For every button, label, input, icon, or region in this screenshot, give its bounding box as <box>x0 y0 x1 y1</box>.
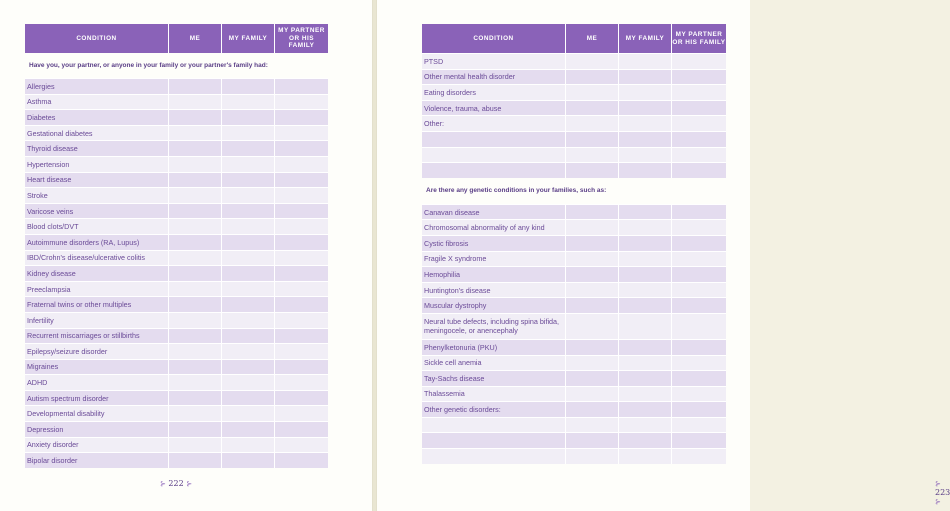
partner-checkbox-cell[interactable] <box>671 53 726 69</box>
my-family-checkbox-cell[interactable] <box>221 94 274 110</box>
partner-checkbox-cell[interactable] <box>274 187 328 203</box>
me-checkbox-cell[interactable] <box>565 115 618 131</box>
me-checkbox-cell[interactable] <box>168 234 221 250</box>
table-row <box>25 312 328 328</box>
me-checkbox-cell[interactable] <box>565 401 618 417</box>
my-family-checkbox-cell[interactable] <box>221 78 274 94</box>
my-family-checkbox-cell[interactable] <box>618 339 671 355</box>
condition-label <box>422 162 565 178</box>
me-checkbox-cell[interactable] <box>168 250 221 266</box>
my-family-checkbox-cell[interactable] <box>221 405 274 421</box>
my-family-checkbox-cell[interactable] <box>618 401 671 417</box>
my-family-checkbox-cell[interactable] <box>618 147 671 163</box>
me-checkbox-cell[interactable] <box>565 235 618 251</box>
me-checkbox-cell[interactable] <box>168 218 221 234</box>
me-checkbox-cell[interactable] <box>565 219 618 235</box>
me-checkbox-cell[interactable] <box>168 421 221 437</box>
me-checkbox-cell[interactable] <box>168 437 221 453</box>
my-family-checkbox-cell[interactable] <box>221 359 274 375</box>
my-family-checkbox-cell[interactable] <box>221 312 274 328</box>
my-family-checkbox-cell[interactable] <box>618 355 671 371</box>
partner-checkbox-cell[interactable] <box>274 125 328 141</box>
condition-label: Violence, trauma, abuse <box>422 100 565 116</box>
ornament-icon: ⊱ <box>935 480 941 488</box>
partner-checkbox-cell[interactable] <box>274 140 328 156</box>
partner-checkbox-cell[interactable] <box>274 328 328 344</box>
history-question: Have you, your partner, or anyone in your family or your partner's family had: <box>25 53 328 78</box>
table-row <box>25 187 328 203</box>
left-page <box>0 0 373 511</box>
partner-checkbox-cell[interactable] <box>274 281 328 297</box>
my-family-checkbox-cell[interactable] <box>618 432 671 448</box>
condition-label: Gestational diabetes <box>25 125 168 141</box>
me-checkbox-cell[interactable] <box>565 266 618 282</box>
condition-label: Other genetic disorders: <box>422 401 565 417</box>
my-family-checkbox-cell[interactable] <box>221 421 274 437</box>
me-checkbox-cell[interactable] <box>565 370 618 386</box>
my-family-checkbox-cell[interactable] <box>221 390 274 406</box>
header-condition: CONDITION <box>422 24 565 53</box>
table-row <box>422 417 726 433</box>
me-checkbox-cell[interactable] <box>168 328 221 344</box>
condition-label: Bipolar disorder <box>25 452 168 468</box>
my-family-checkbox-cell[interactable] <box>221 437 274 453</box>
me-checkbox-cell[interactable] <box>565 204 618 220</box>
me-checkbox-cell[interactable] <box>168 265 221 281</box>
me-checkbox-cell[interactable] <box>168 156 221 172</box>
partner-checkbox-cell[interactable] <box>274 452 328 468</box>
my-family-checkbox-cell[interactable] <box>221 218 274 234</box>
partner-checkbox-cell[interactable] <box>274 78 328 94</box>
table-row <box>25 281 328 297</box>
ornament-icon: ⊱ <box>160 480 166 488</box>
me-checkbox-cell[interactable] <box>565 297 618 313</box>
me-checkbox-cell[interactable] <box>565 313 618 339</box>
table-row <box>25 94 328 110</box>
condition-label: Epilepsy/seizure disorder <box>25 343 168 359</box>
table-row <box>422 251 726 267</box>
partner-checkbox-cell[interactable] <box>671 204 726 220</box>
table-row <box>25 343 328 359</box>
partner-checkbox-cell[interactable] <box>274 296 328 312</box>
condition-label <box>422 147 565 163</box>
table-row <box>25 265 328 281</box>
my-family-checkbox-cell[interactable] <box>618 313 671 339</box>
my-family-checkbox-cell[interactable] <box>221 172 274 188</box>
condition-label: Kidney disease <box>25 265 168 281</box>
my-family-checkbox-cell[interactable] <box>618 219 671 235</box>
table-row <box>422 162 726 178</box>
table-row <box>422 282 726 298</box>
my-family-checkbox-cell[interactable] <box>618 53 671 69</box>
table-row <box>25 218 328 234</box>
partner-checkbox-cell[interactable] <box>671 115 726 131</box>
condition-label <box>422 417 565 433</box>
table-row <box>25 437 328 453</box>
table-row <box>422 401 726 417</box>
my-family-checkbox-cell[interactable] <box>221 452 274 468</box>
ornament-icon: ⊱ <box>935 498 941 506</box>
right-history-table <box>422 24 726 464</box>
partner-checkbox-cell[interactable] <box>274 250 328 266</box>
partner-checkbox-cell[interactable] <box>274 390 328 406</box>
my-family-checkbox-cell[interactable] <box>221 187 274 203</box>
me-checkbox-cell[interactable] <box>565 432 618 448</box>
me-checkbox-cell[interactable] <box>168 312 221 328</box>
partner-checkbox-cell[interactable] <box>274 343 328 359</box>
table-row <box>25 250 328 266</box>
me-checkbox-cell[interactable] <box>565 131 618 147</box>
my-family-checkbox-cell[interactable] <box>618 417 671 433</box>
me-checkbox-cell[interactable] <box>565 69 618 85</box>
condition-label: Thalassemia <box>422 386 565 402</box>
partner-checkbox-cell[interactable] <box>274 405 328 421</box>
my-family-checkbox-cell[interactable] <box>618 131 671 147</box>
partner-checkbox-cell[interactable] <box>671 448 726 464</box>
condition-label: Heart disease <box>25 172 168 188</box>
me-checkbox-cell[interactable] <box>168 374 221 390</box>
condition-label: Phenylketonuria (PKU) <box>422 339 565 355</box>
partner-checkbox-cell[interactable] <box>671 266 726 282</box>
table-row <box>422 313 726 339</box>
partner-checkbox-cell[interactable] <box>274 109 328 125</box>
table-row <box>25 452 328 468</box>
table-row <box>25 203 328 219</box>
condition-label: Autoimmune disorders (RA, Lupus) <box>25 234 168 250</box>
me-checkbox-cell[interactable] <box>565 386 618 402</box>
me-checkbox-cell[interactable] <box>565 53 618 69</box>
condition-label: IBD/Crohn's disease/ulcerative colitis <box>25 250 168 266</box>
me-checkbox-cell[interactable] <box>168 140 221 156</box>
my-family-checkbox-cell[interactable] <box>221 281 274 297</box>
me-checkbox-cell[interactable] <box>168 172 221 188</box>
condition-label: Huntington's disease <box>422 282 565 298</box>
my-family-checkbox-cell[interactable] <box>618 84 671 100</box>
left-rows <box>25 78 328 468</box>
condition-label: Hypertension <box>25 156 168 172</box>
partner-checkbox-cell[interactable] <box>671 339 726 355</box>
my-family-checkbox-cell[interactable] <box>618 370 671 386</box>
condition-label: Depression <box>25 421 168 437</box>
me-checkbox-cell[interactable] <box>565 282 618 298</box>
partner-checkbox-cell[interactable] <box>671 100 726 116</box>
partner-checkbox-cell[interactable] <box>274 156 328 172</box>
me-checkbox-cell[interactable] <box>168 359 221 375</box>
me-checkbox-cell[interactable] <box>565 417 618 433</box>
partner-checkbox-cell[interactable] <box>274 94 328 110</box>
my-family-checkbox-cell[interactable] <box>618 162 671 178</box>
table-row <box>25 140 328 156</box>
my-family-checkbox-cell[interactable] <box>221 265 274 281</box>
page-number-left <box>160 479 192 488</box>
condition-label <box>422 131 565 147</box>
me-checkbox-cell[interactable] <box>168 187 221 203</box>
partner-checkbox-cell[interactable] <box>671 84 726 100</box>
my-family-checkbox-cell[interactable] <box>221 234 274 250</box>
my-family-checkbox-cell[interactable] <box>221 125 274 141</box>
me-checkbox-cell[interactable] <box>168 405 221 421</box>
condition-label: Allergies <box>25 78 168 94</box>
table-row <box>25 328 328 344</box>
table-row <box>25 421 328 437</box>
me-checkbox-cell[interactable] <box>168 390 221 406</box>
partner-checkbox-cell[interactable] <box>671 282 726 298</box>
table-header <box>422 24 726 53</box>
partner-checkbox-cell[interactable] <box>274 265 328 281</box>
my-family-checkbox-cell[interactable] <box>221 203 274 219</box>
page-number-right <box>935 479 950 506</box>
me-checkbox-cell[interactable] <box>168 296 221 312</box>
table-row <box>25 156 328 172</box>
header-condition: CONDITION <box>25 24 168 53</box>
me-checkbox-cell[interactable] <box>168 281 221 297</box>
partner-checkbox-cell[interactable] <box>671 386 726 402</box>
table-row <box>422 69 726 85</box>
my-family-checkbox-cell[interactable] <box>618 235 671 251</box>
condition-label: Canavan disease <box>422 204 565 220</box>
my-family-checkbox-cell[interactable] <box>618 386 671 402</box>
me-checkbox-cell[interactable] <box>565 251 618 267</box>
my-family-checkbox-cell[interactable] <box>618 115 671 131</box>
table-row <box>25 359 328 375</box>
table-row <box>422 432 726 448</box>
table-row <box>422 448 726 464</box>
table-row <box>422 100 726 116</box>
condition-label: Thyroid disease <box>25 140 168 156</box>
my-family-checkbox-cell[interactable] <box>221 296 274 312</box>
partner-checkbox-cell[interactable] <box>274 359 328 375</box>
condition-label: Diabetes <box>25 109 168 125</box>
partner-checkbox-cell[interactable] <box>671 162 726 178</box>
header-partner: MY PARTNER OR HIS FAMILY <box>671 24 726 53</box>
my-family-checkbox-cell[interactable] <box>221 156 274 172</box>
condition-label: Stroke <box>25 187 168 203</box>
condition-label: ADHD <box>25 374 168 390</box>
ornament-icon: ⊱ <box>186 480 193 488</box>
partner-checkbox-cell[interactable] <box>274 437 328 453</box>
table-row <box>25 296 328 312</box>
me-checkbox-cell[interactable] <box>168 125 221 141</box>
me-checkbox-cell[interactable] <box>565 84 618 100</box>
my-family-checkbox-cell[interactable] <box>618 282 671 298</box>
me-checkbox-cell[interactable] <box>168 203 221 219</box>
condition-label: Blood clots/DVT <box>25 218 168 234</box>
table-row <box>25 234 328 250</box>
partner-checkbox-cell[interactable] <box>274 234 328 250</box>
partner-checkbox-cell[interactable] <box>671 313 726 339</box>
me-checkbox-cell[interactable] <box>168 452 221 468</box>
condition-label: Neural tube defects, including spina bifida, meningocele, or anencephaly <box>422 313 565 339</box>
partner-checkbox-cell[interactable] <box>274 312 328 328</box>
header-me: ME <box>168 24 221 53</box>
condition-label: Other: <box>422 115 565 131</box>
table-row <box>422 386 726 402</box>
header-me: ME <box>565 24 618 53</box>
condition-label: Muscular dystrophy <box>422 297 565 313</box>
partner-checkbox-cell[interactable] <box>671 147 726 163</box>
condition-label <box>422 432 565 448</box>
my-family-checkbox-cell[interactable] <box>618 448 671 464</box>
page-number: 223 <box>935 488 950 497</box>
condition-label: Cystic fibrosis <box>422 235 565 251</box>
me-checkbox-cell[interactable] <box>565 147 618 163</box>
partner-checkbox-cell[interactable] <box>274 218 328 234</box>
my-family-checkbox-cell[interactable] <box>618 251 671 267</box>
table-row <box>422 297 726 313</box>
partner-checkbox-cell[interactable] <box>671 219 726 235</box>
me-checkbox-cell[interactable] <box>565 339 618 355</box>
partner-checkbox-cell[interactable] <box>274 203 328 219</box>
condition-label: PTSD <box>422 53 565 69</box>
condition-label: Autism spectrum disorder <box>25 390 168 406</box>
condition-label: Fraternal twins or other multiples <box>25 296 168 312</box>
table-header <box>25 24 328 53</box>
genetic-question: Are there any genetic conditions in your families, such as: <box>422 178 726 204</box>
table-row <box>422 204 726 220</box>
table-row <box>422 266 726 282</box>
my-family-checkbox-cell[interactable] <box>221 109 274 125</box>
page-number: 222 <box>168 479 184 488</box>
condition-label: Tay-Sachs disease <box>422 370 565 386</box>
my-family-checkbox-cell[interactable] <box>618 204 671 220</box>
table-row <box>422 147 726 163</box>
partner-checkbox-cell[interactable] <box>671 417 726 433</box>
table-row <box>25 78 328 94</box>
partner-checkbox-cell[interactable] <box>274 374 328 390</box>
table-row <box>422 339 726 355</box>
table-row <box>25 374 328 390</box>
header-my-family: MY FAMILY <box>221 24 274 53</box>
condition-label: Infertility <box>25 312 168 328</box>
table-row <box>25 390 328 406</box>
partner-checkbox-cell[interactable] <box>671 370 726 386</box>
me-checkbox-cell[interactable] <box>168 109 221 125</box>
condition-label: Sickle cell anemia <box>422 355 565 371</box>
right-genetic-rows <box>422 204 726 464</box>
condition-label: Preeclampsia <box>25 281 168 297</box>
condition-label: Migraines <box>25 359 168 375</box>
condition-label <box>422 448 565 464</box>
my-family-checkbox-cell[interactable] <box>221 343 274 359</box>
me-checkbox-cell[interactable] <box>168 78 221 94</box>
my-family-checkbox-cell[interactable] <box>618 297 671 313</box>
table-row <box>422 53 726 69</box>
condition-label: Developmental disability <box>25 405 168 421</box>
my-family-checkbox-cell[interactable] <box>221 140 274 156</box>
condition-label: Fragile X syndrome <box>422 251 565 267</box>
my-family-checkbox-cell[interactable] <box>618 100 671 116</box>
my-family-checkbox-cell[interactable] <box>221 374 274 390</box>
table-row <box>422 219 726 235</box>
condition-label: Hemophilia <box>422 266 565 282</box>
partner-checkbox-cell[interactable] <box>671 432 726 448</box>
table-row <box>25 125 328 141</box>
header-partner: MY PARTNER OR HIS FAMILY <box>274 24 328 53</box>
partner-checkbox-cell[interactable] <box>671 297 726 313</box>
me-checkbox-cell[interactable] <box>168 343 221 359</box>
condition-label: Chromosomal abnormality of any kind <box>422 219 565 235</box>
table-row <box>422 370 726 386</box>
me-checkbox-cell[interactable] <box>565 100 618 116</box>
condition-label: Recurrent miscarriages or stillbirths <box>25 328 168 344</box>
table-row <box>422 84 726 100</box>
partner-checkbox-cell[interactable] <box>671 69 726 85</box>
table-row <box>422 355 726 371</box>
partner-checkbox-cell[interactable] <box>671 131 726 147</box>
me-checkbox-cell[interactable] <box>168 94 221 110</box>
partner-checkbox-cell[interactable] <box>671 235 726 251</box>
me-checkbox-cell[interactable] <box>565 355 618 371</box>
left-history-table <box>25 24 328 468</box>
condition-label: Varicose veins <box>25 203 168 219</box>
condition-label: Eating disorders <box>422 84 565 100</box>
partner-checkbox-cell[interactable] <box>671 355 726 371</box>
table-row <box>422 115 726 131</box>
partner-checkbox-cell[interactable] <box>671 251 726 267</box>
table-row <box>25 109 328 125</box>
table-row <box>25 405 328 421</box>
table-row <box>422 235 726 251</box>
partner-checkbox-cell[interactable] <box>274 172 328 188</box>
me-checkbox-cell[interactable] <box>565 162 618 178</box>
condition-label: Other mental health disorder <box>422 69 565 85</box>
my-family-checkbox-cell[interactable] <box>618 266 671 282</box>
my-family-checkbox-cell[interactable] <box>618 69 671 85</box>
table-row <box>25 172 328 188</box>
my-family-checkbox-cell[interactable] <box>221 250 274 266</box>
header-my-family: MY FAMILY <box>618 24 671 53</box>
right-top-rows <box>422 53 726 178</box>
partner-checkbox-cell[interactable] <box>671 401 726 417</box>
my-family-checkbox-cell[interactable] <box>221 328 274 344</box>
condition-label: Anxiety disorder <box>25 437 168 453</box>
table-row <box>422 131 726 147</box>
condition-label: Asthma <box>25 94 168 110</box>
me-checkbox-cell[interactable] <box>565 448 618 464</box>
partner-checkbox-cell[interactable] <box>274 421 328 437</box>
